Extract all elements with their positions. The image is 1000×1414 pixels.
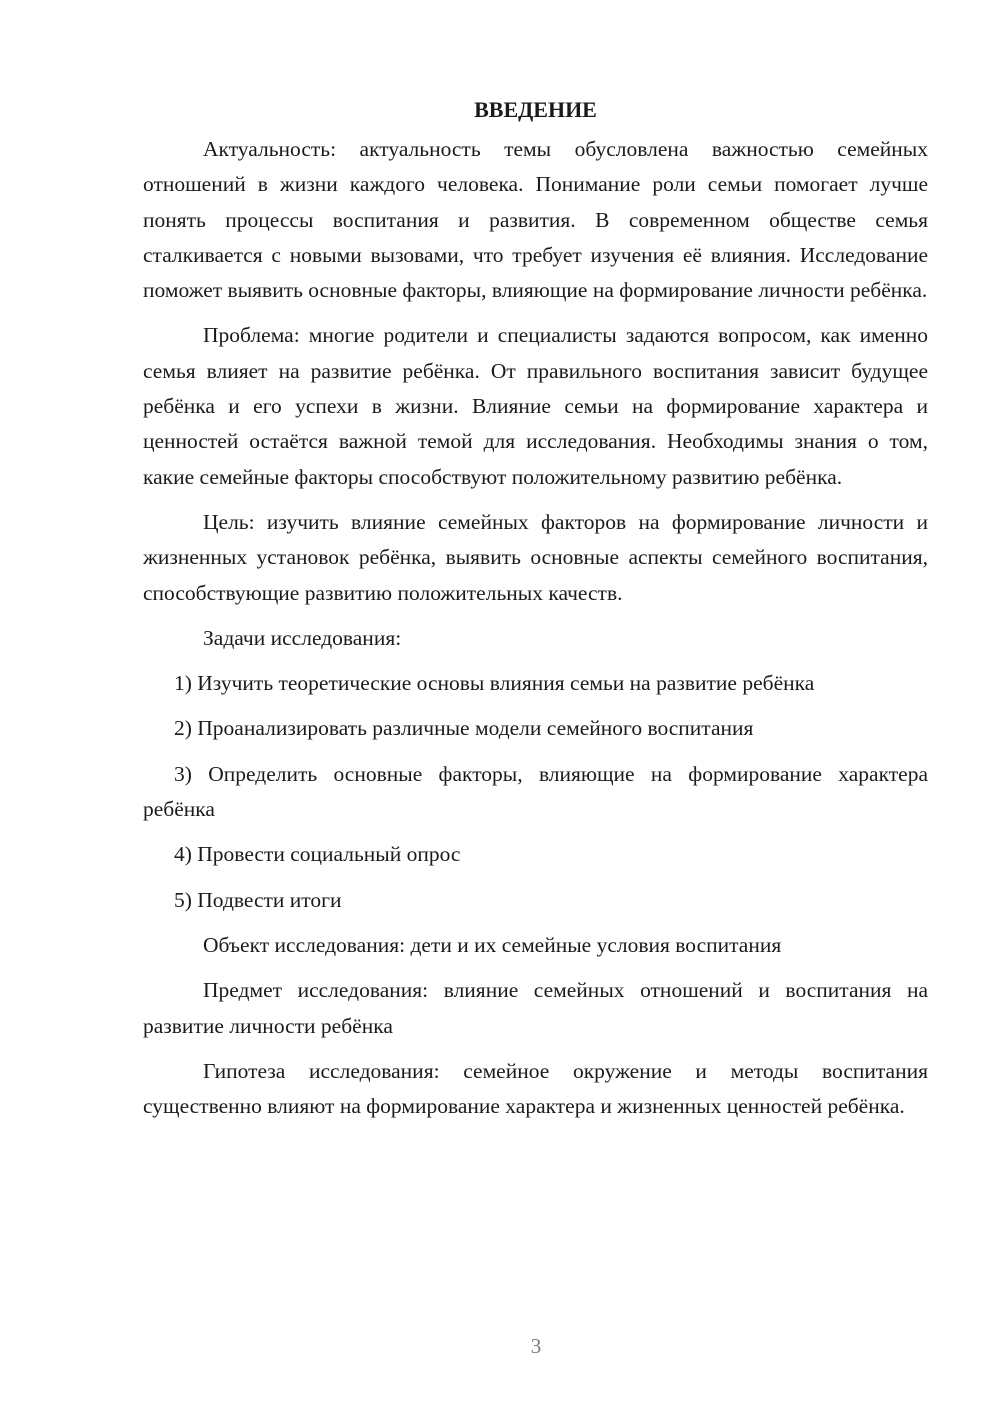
paragraph-object: Объект исследования: дети и их семейные условия воспитания: [203, 932, 782, 957]
tasks-list: [143, 666, 928, 918]
paragraph-goal: Цель: изучить влияние семейных факторов на формирование личности и жизненных установок ребёнка, выявить основные аспекты семейного воспитания, способствующие развитию положительных качеств.: [143, 509, 928, 605]
list-item: 1) Изучить теоретические основы влияния семьи на развитие ребёнка: [174, 671, 815, 696]
list-item: 5) Подвести итоги: [174, 887, 342, 912]
paragraph-subject: Предмет исследования: влияние семейных отношений и воспитания на развитие личности ребёнка: [143, 978, 928, 1038]
document-page: [143, 92, 928, 1134]
tasks-heading: Задачи исследования:: [203, 625, 402, 650]
paragraph-relevance: Актуальность: актуальность темы обусловлена важностью семейных отношений в жизни каждого человека. Понимание роли семьи помогает лучше понять процессы воспитания и развития. В современном обществе семья сталкивается с новыми вызовами, что требует изучения её влияния. Исследование поможет выявить основные факторы, влияющие на формирование личности ребёнка.: [143, 137, 928, 303]
list-item: 4) Провести социальный опрос: [174, 842, 461, 867]
paragraph-hypothesis: Гипотеза исследования: семейное окружение и методы воспитания существенно влияют на формирование характера и жизненных ценностей ребёнка.: [143, 1058, 928, 1119]
page-number: 3: [530, 1334, 542, 1358]
paragraph-problem: Проблема: многие родители и специалисты задаются вопросом, как именно семья влияет на развитие ребёнка. От правильного воспитания зависит будущее ребёнка и его успехи в жизни. Влияние семьи на формирование характера и ценностей остаётся важной темой для исследования. Необходимы знания о том, какие семейные факторы способствуют положительному развитию ребёнка.: [143, 323, 928, 489]
list-item: 2) Проанализировать различные модели семейного воспитания: [174, 716, 754, 741]
list-item: 3) Определить основные факторы, влияющие на формирование характера ребёнка: [143, 761, 928, 822]
page-title: ВВЕДЕНИЕ: [474, 97, 597, 122]
